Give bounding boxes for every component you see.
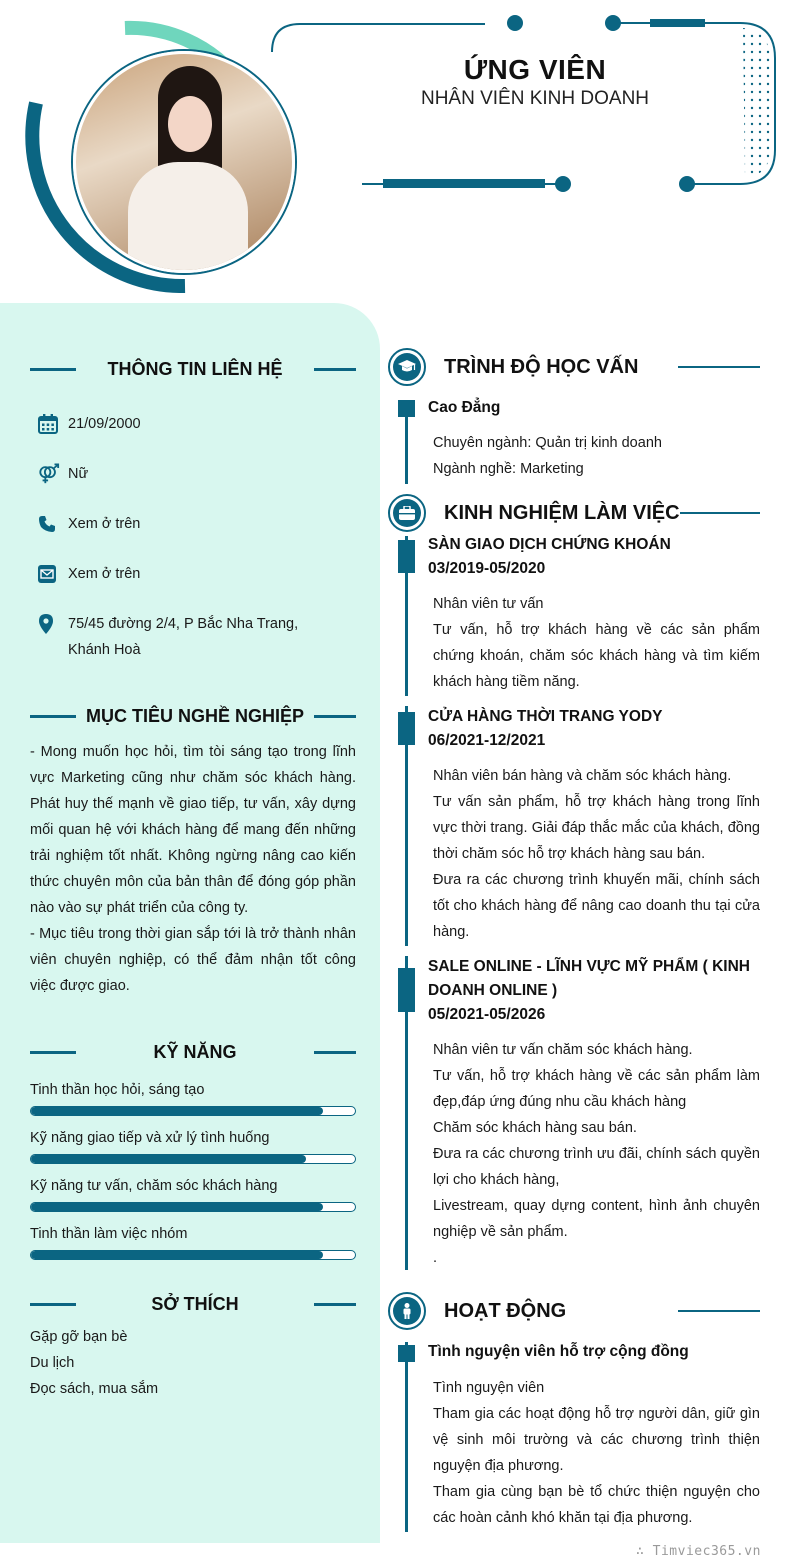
candidate-position: NHÂN VIÊN KINH DOANH	[420, 88, 650, 109]
skill-bar	[30, 1106, 356, 1116]
activity-line: Tình nguyện viên	[433, 1380, 545, 1396]
skill-name: Kỹ năng tư vấn, chăm sóc khách hàng	[30, 1178, 278, 1194]
skill-name: Kỹ năng giao tiếp và xử lý tình huống	[30, 1130, 270, 1146]
experience-details	[433, 591, 760, 695]
experience-line: Chăm sóc khách hàng sau bán.	[433, 1120, 637, 1136]
contact-phone-value: Xem ở trên	[68, 516, 141, 532]
experience-line: Đưa ra các chương trình ưu đãi, chính sách quyền lợi cho khách hàng,	[433, 1146, 760, 1188]
avatar	[73, 51, 295, 273]
timeline-marker	[398, 968, 415, 1012]
experience-company: CỬA HÀNG THỜI TRANG YODY	[428, 708, 663, 725]
experience-period: 06/2021-12/2021	[428, 732, 546, 749]
skill-bar-fill	[31, 1203, 323, 1211]
phone-icon	[38, 511, 60, 537]
objective-heading: MỤC TIÊU NGHỀ NGHIỆP	[30, 704, 356, 728]
person-icon	[393, 1297, 421, 1325]
experience-details	[433, 1037, 760, 1271]
timeline-marker	[398, 1345, 415, 1362]
timeline-line	[405, 1342, 408, 1532]
timeline-marker	[398, 400, 415, 417]
skill-bar-fill	[31, 1107, 323, 1115]
activity-line: Tham gia cùng bạn bè tổ chức thiện nguyện cho các hoàn cảnh khó khăn tại địa phương.	[433, 1484, 760, 1526]
experience-heading: KINH NGHIỆM LÀM VIỆC	[388, 494, 760, 532]
objective-text	[30, 739, 356, 999]
objective-paragraph: - Mục tiêu trong thời gian sắp tới là trở thành nhân viên chuyên nghiệp, có thể đảm nhận tốt công việc được giao.	[30, 926, 356, 994]
skill-bar	[30, 1202, 356, 1212]
hobby-item: Đọc sách, mua sắm	[30, 1381, 159, 1397]
experience-line: Nhân viên tư vấn	[433, 596, 544, 612]
hobby-list	[30, 1324, 158, 1402]
experience-company: SÀN GIAO DỊCH CHỨNG KHOÁN	[428, 536, 671, 553]
location-icon	[38, 611, 60, 637]
education-line: Ngành nghề: Marketing	[433, 461, 584, 477]
activity-line: Tham gia các hoạt động hỗ trợ người dân, giữ gìn vệ sinh môi trường và các chương trình thiện nguyện địa phương.	[433, 1406, 760, 1474]
contact-gender-value: Nữ	[68, 466, 89, 482]
contact-heading: THÔNG TIN LIÊN HỆ	[30, 357, 356, 381]
contact-gender	[38, 461, 338, 487]
experience-line: Livestream, quay dựng content, hình ảnh chuyên nghiệp về sản phẩm.	[433, 1198, 760, 1240]
name-title-block	[360, 54, 710, 110]
education-line: Chuyên ngành: Quản trị kinh doanh	[433, 435, 662, 451]
experience-line: Đưa ra các chương trình khuyến mãi, chính sách tốt cho khách hàng để nâng cao doanh thu tại cửa hàng.	[433, 872, 760, 940]
experience-line: Tư vấn, hỗ trợ khách hàng về các sản phẩm làm đẹp,đáp ứng đúng nhu cầu khách hàng	[433, 1068, 760, 1110]
experience-line: Nhân viên bán hàng và chăm sóc khách hàng.	[433, 768, 732, 784]
skill-item	[30, 1176, 356, 1212]
skill-bar-fill	[31, 1155, 306, 1163]
skill-item	[30, 1128, 356, 1164]
cv-header	[0, 0, 800, 300]
education-heading: TRÌNH ĐỘ HỌC VẤN	[388, 348, 760, 386]
graduation-cap-icon	[393, 353, 421, 381]
experience-company: SALE ONLINE - LĨNH VỰC MỸ PHẨM ( KINH DOANH ONLINE )	[428, 958, 750, 999]
skill-name: Tinh thần học hỏi, sáng tạo	[30, 1082, 205, 1098]
skill-bar-fill	[31, 1251, 323, 1259]
contact-dob	[38, 411, 338, 437]
activity-title: Tình nguyện viên hỗ trợ cộng đồng	[428, 1343, 689, 1360]
timeline-marker	[398, 712, 415, 745]
calendar-icon	[38, 411, 60, 437]
email-icon	[38, 561, 60, 587]
contact-phone	[38, 511, 338, 537]
experience-line: Nhân viên tư vấn chăm sóc khách hàng.	[433, 1042, 693, 1058]
activities-heading: HOẠT ĐỘNG	[388, 1292, 760, 1330]
timeline-marker	[398, 540, 415, 573]
experience-details	[433, 763, 760, 945]
contact-address	[38, 611, 338, 663]
briefcase-icon	[393, 499, 421, 527]
education-details	[433, 430, 760, 482]
hobbies-heading: SỞ THÍCH	[30, 1292, 356, 1316]
skill-name: Tinh thần làm việc nhóm	[30, 1226, 188, 1242]
watermark-text: ∴ Timviec365.vn	[636, 1544, 761, 1559]
hobby-item: Du lịch	[30, 1355, 75, 1371]
skill-item	[30, 1224, 356, 1260]
experience-period: 05/2021-05/2026	[428, 1006, 546, 1023]
contact-dob-value: 21/09/2000	[68, 416, 141, 432]
contact-address-value: 75/45 đường 2/4, P Bắc Nha Trang, Khánh Hoà	[68, 616, 299, 658]
candidate-title: ỨNG VIÊN	[463, 54, 607, 85]
avatar-frame	[20, 18, 295, 293]
hobby-item: Gặp gỡ bạn bè	[30, 1329, 128, 1345]
skill-item	[30, 1080, 356, 1116]
experience-line: Tư vấn, hỗ trợ khách hàng về các sản phẩm chứng khoán, chăm sóc khách hàng và tìm kiếm khách hàng tiềm năng.	[433, 622, 760, 690]
activity-details	[433, 1375, 760, 1531]
contact-email	[38, 561, 338, 587]
experience-period: 03/2019-05/2020	[428, 560, 546, 577]
objective-paragraph: - Mong muốn học hỏi, tìm tòi sáng tạo trong lĩnh vực Marketing cũng như chăm sóc khách hàng. Phát huy thế mạnh về giao tiếp, tư vấn, xây dựng mối quan hệ với khách hàng để mang đến những trải nghiệm tốt nhất. Không ngừng nâng cao kiến thức chuyên môn của bản thân để đóng góp phần nào vào sự phát triển của công ty.	[30, 744, 356, 916]
experience-line: Tư vấn sản phẩm, hỗ trợ khách hàng trong lĩnh vực thời trang. Giải đáp thắc mắc của khách, đồng thời chăm sóc hỗ trợ khách hàng sau bán.	[433, 794, 760, 862]
skills-heading: KỸ NĂNG	[30, 1040, 356, 1064]
contact-email-value: Xem ở trên	[68, 566, 141, 582]
gender-icon	[38, 461, 60, 487]
skill-bar	[30, 1154, 356, 1164]
education-title: Cao Đẳng	[428, 399, 501, 416]
experience-line: .	[433, 1250, 438, 1266]
skill-bar	[30, 1250, 356, 1260]
